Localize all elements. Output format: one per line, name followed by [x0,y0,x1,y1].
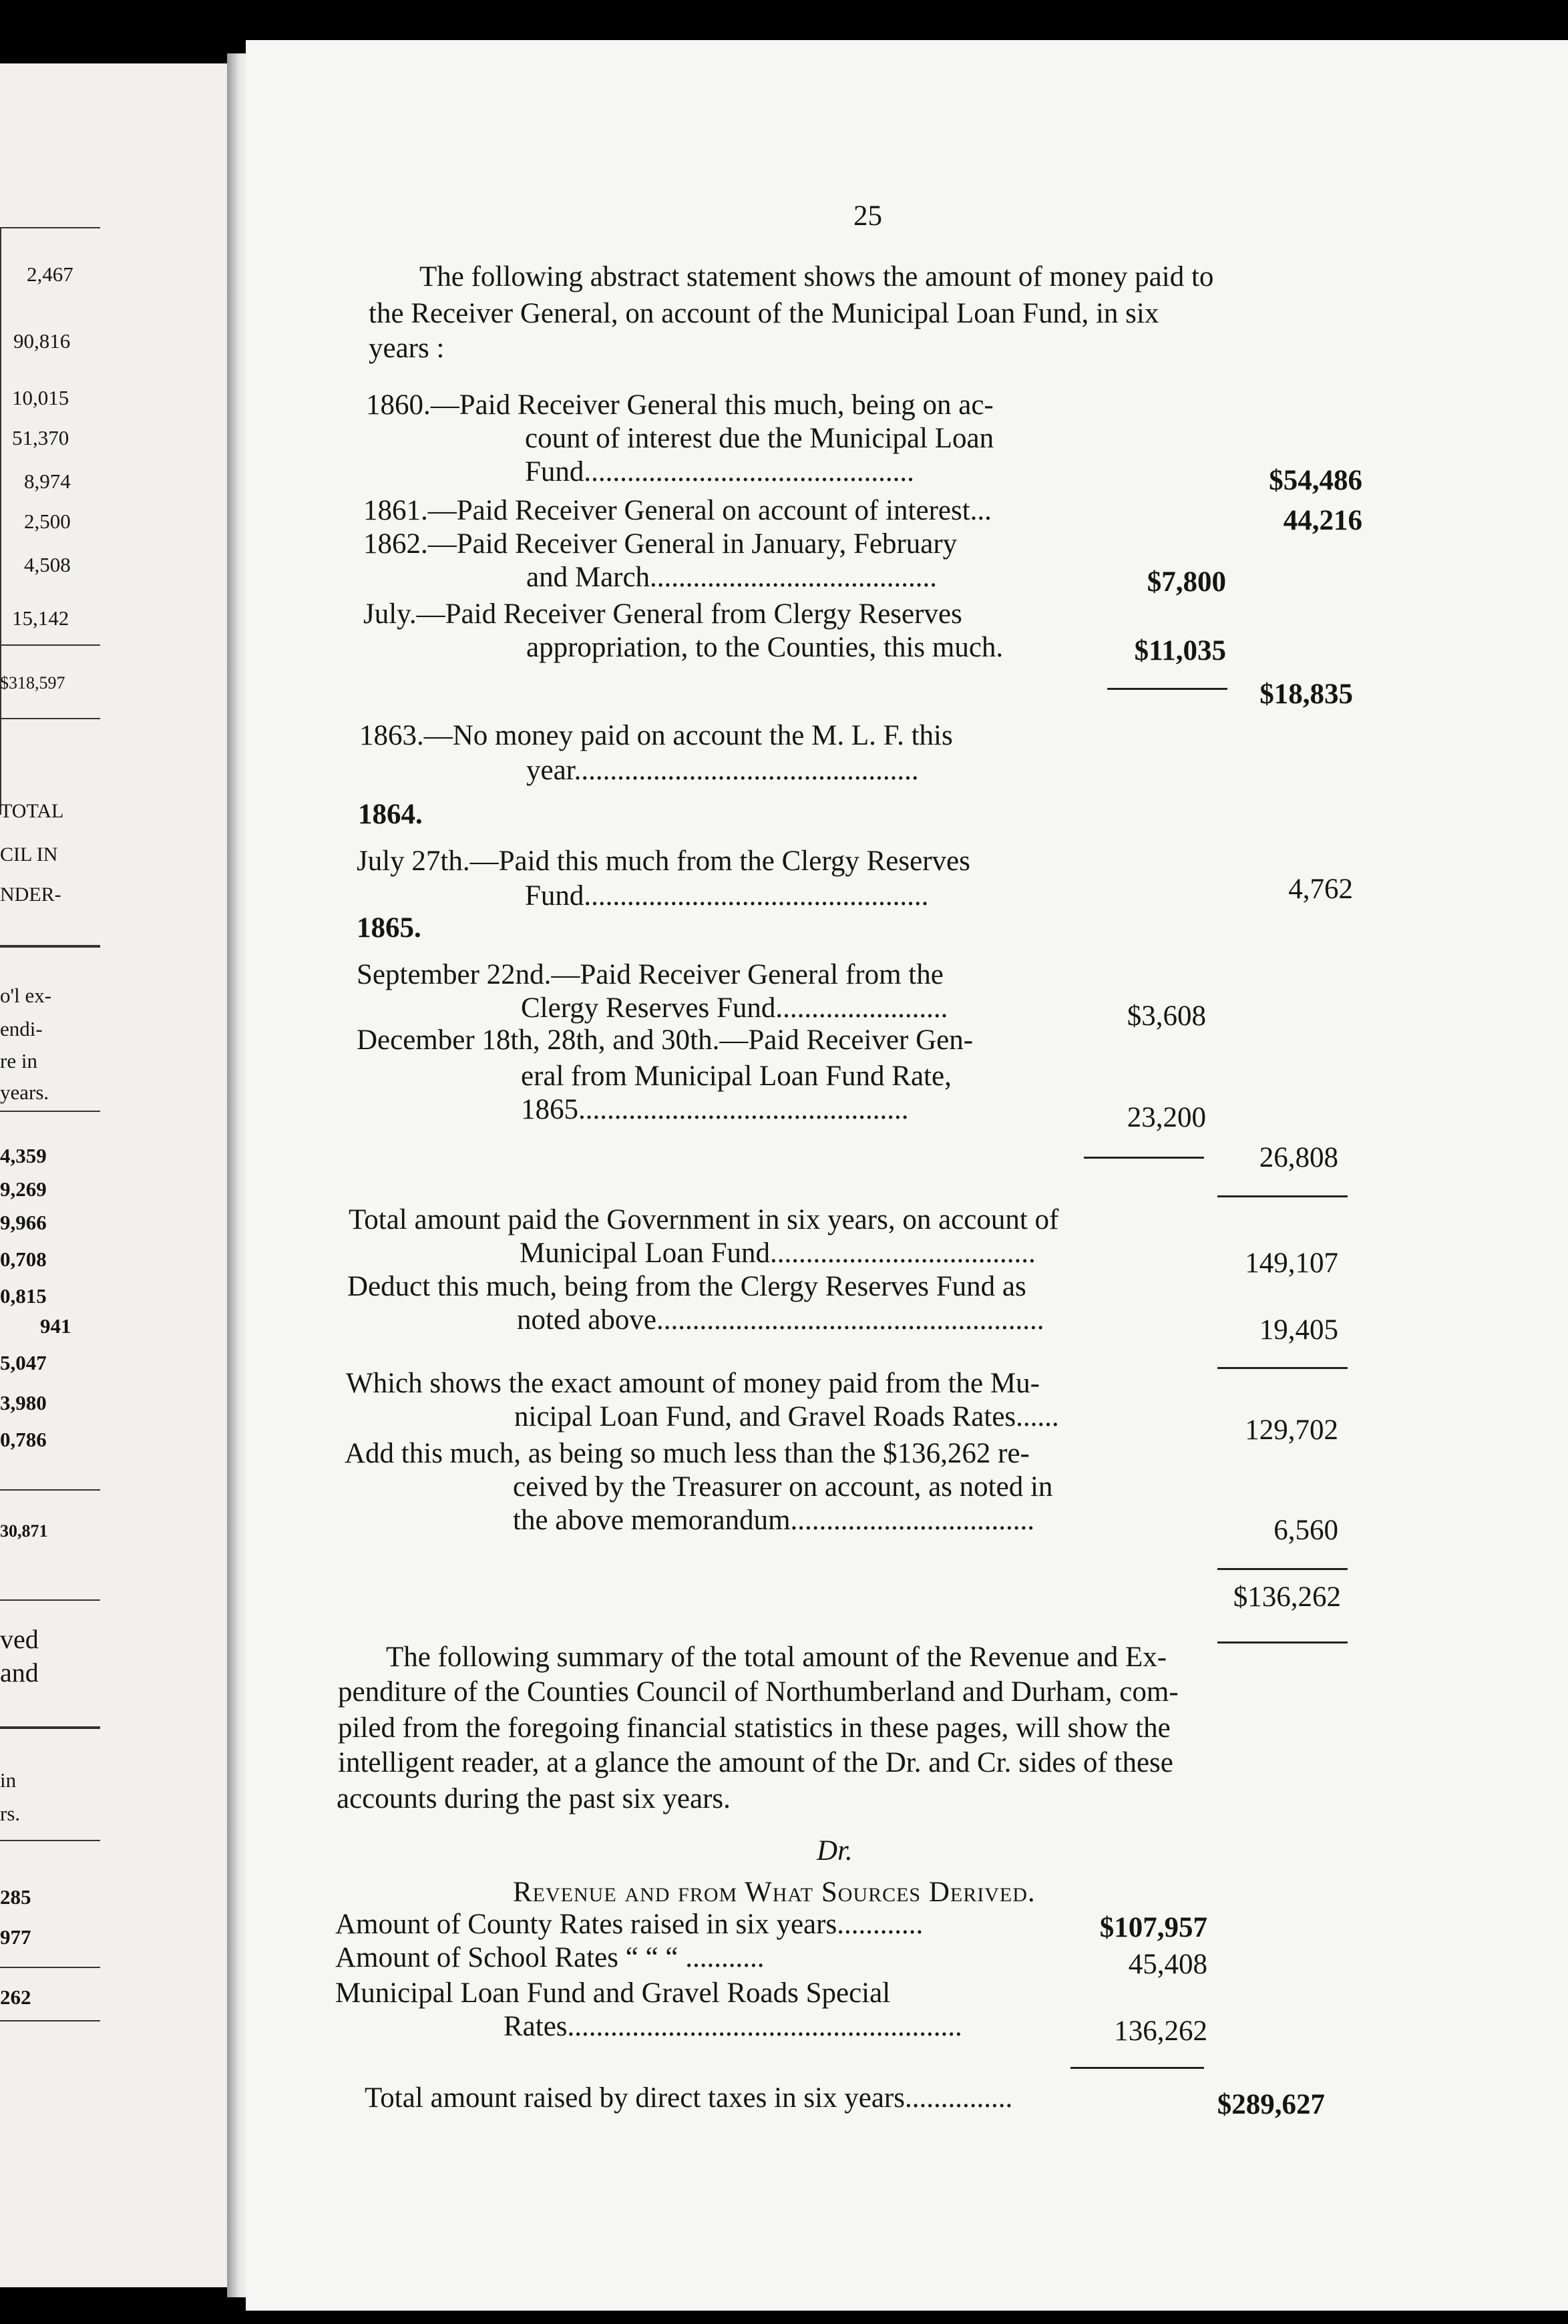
divider [0,1111,100,1112]
divider [0,227,100,228]
sum-rule [1217,1641,1348,1643]
left-number: 9,966 [0,1211,47,1234]
left-word: rs. [0,1802,21,1825]
add-label: ceived by the Treasurer on account, as noted in [513,1471,1053,1503]
year-1865: 1865. [357,912,421,944]
left-heading: CIL IN [0,843,58,865]
entry-december: December 18th, 28th, and 30th.—Paid Receiver Gen- [357,1024,974,1056]
entry-1863: year................................................ [526,755,919,786]
divider [0,1967,100,1968]
amount-1862-july: $11,035 [1134,635,1226,666]
revenue-amount: 45,408 [1128,1949,1207,1980]
left-col-head: o'l ex- [0,984,52,1007]
sum-rule [1217,1195,1348,1197]
left-number: $318,597 [0,673,65,693]
add-label: the above memorandum.................................. [513,1505,1035,1536]
left-word: in [0,1768,17,1792]
entry-1862: 1862.—Paid Receiver General in January, February [363,528,958,560]
revenue-heading: Revenue and from What Sources Derived. [513,1877,1036,1908]
left-number: 262 [0,1985,31,2009]
revenue-amount: $107,957 [1099,1912,1207,1943]
left-number: 15,142 [12,606,69,630]
sum-rule [1217,1367,1348,1369]
deduct-label: Deduct this much, being from the Clergy Reserves Fund as [347,1271,1026,1302]
summary-line: accounts during the past six years. [337,1783,731,1814]
left-col-head: years. [0,1081,49,1104]
intro-line: The following abstract statement shows the amount of money paid to [419,261,1214,293]
summary-line: piled from the foregoing financial statistics in these pages, will show the [338,1712,1171,1744]
page [246,40,1568,2311]
municipal-label: Municipal Loan Fund and Gravel Roads Special [335,1977,891,2009]
entry-july: appropriation, to the Counties, this much. [526,632,1004,663]
left-word: ved [0,1624,39,1654]
sum-rule [1070,2067,1204,2069]
left-number: 30,871 [0,1521,48,1541]
sum-rule [1107,688,1227,690]
left-number: 90,816 [13,329,71,353]
divider [0,718,100,719]
amount-1862-total: $18,835 [1259,679,1353,710]
which-amount: 129,702 [1245,1414,1338,1446]
year-1864: 1864. [358,799,423,830]
divider [0,644,100,646]
deduct-label: noted above...................................................... [517,1304,1044,1336]
left-number: 0,786 [0,1428,47,1451]
amount-1860: $54,486 [1269,465,1362,496]
left-heading: NDER- [0,884,61,906]
amount-1865-total: 26,808 [1259,1142,1338,1173]
intro-line: years : [369,333,445,364]
left-number: 51,370 [12,426,69,449]
left-word: and [0,1658,39,1688]
total-label: Total amount paid the Government in six years, on account of [349,1204,1059,1235]
municipal-label: Rates....................................................... [504,2011,962,2042]
left-number: 9,269 [0,1177,47,1201]
entry-1860: Fund.............................................. [525,456,914,488]
left-number: 0,815 [0,1284,47,1308]
left-number: 2,467 [27,262,73,286]
deduct-amount: 19,405 [1259,1314,1338,1346]
divider [0,1599,100,1601]
sum-rule [1217,1568,1348,1570]
add-amount: 6,560 [1273,1515,1338,1546]
municipal-amount: 136,262 [1114,2015,1207,2047]
entry-1863: 1863.—No money paid on account the M. L. F. this [359,720,953,751]
intro-line: the Receiver General, on account of the Municipal Loan Fund, in six [369,298,1159,329]
entry-december: 1865.............................................. [521,1094,909,1125]
direct-taxes-label: Total amount raised by direct taxes in six years............... [365,2082,1013,2114]
direct-taxes-amount: $289,627 [1217,2089,1325,2120]
amount-september: $3,608 [1127,1000,1206,1032]
left-col-head: endi- [0,1017,43,1040]
left-number: 8,974 [24,469,71,493]
divider [0,1840,100,1841]
dr-heading: Dr. [817,1835,853,1867]
page-number: 25 [853,200,882,232]
entry-1860: count of interest due the Municipal Loan [525,423,994,454]
left-page-fragment [0,63,227,2287]
left-number: 941 [40,1314,71,1338]
summary-line: The following summary of the total amount of the Revenue and Ex- [386,1641,1167,1673]
entry-1861: 1861.—Paid Receiver General on account of interest... [363,495,992,526]
revenue-label: Amount of County Rates raised in six years............ [335,1909,924,1940]
entry-july-27: Fund................................................ [525,880,929,912]
entry-july-27: July 27th.—Paid this much from the Clergy Reserves [357,845,970,877]
summary-line: intelligent reader, at a glance the amount of the Dr. and Cr. sides of these [338,1747,1173,1778]
divider [0,227,1,815]
revenue-label: Amount of School Rates “ “ “ ........... [335,1942,765,1973]
entry-1860: 1860.—Paid Receiver General this much, being on ac- [366,389,994,421]
amount-1864: 4,762 [1288,874,1353,905]
total-label: Municipal Loan Fund..................................... [520,1237,1036,1269]
grand-total: $136,262 [1233,1581,1341,1613]
left-number: 977 [0,1925,31,1949]
summary-line: penditure of the Counties Council of Northumberland and Durham, com- [338,1676,1179,1708]
left-col-head: re in [0,1049,37,1073]
left-number: 285 [0,1885,31,1909]
which-label: nicipal Loan Fund, and Gravel Roads Rates...... [514,1401,1059,1432]
divider [0,2020,100,2021]
divider [0,945,100,948]
divider [0,1726,100,1729]
entry-september: September 22nd.—Paid Receiver General from the [357,959,944,990]
sum-rule [1084,1157,1204,1159]
which-label: Which shows the exact amount of money paid from the Mu- [346,1368,1040,1399]
left-number: 3,980 [0,1391,47,1414]
entry-july: July.—Paid Receiver General from Clergy Reserves [363,598,962,630]
entry-december: eral from Municipal Loan Fund Rate, [521,1060,952,1092]
left-number: 5,047 [0,1351,47,1374]
entry-1862: and March........................................ [526,562,938,593]
left-number: 0,708 [0,1247,47,1271]
total-amount: 149,107 [1245,1247,1338,1279]
left-number: 4,508 [24,553,71,576]
left-number: 2,500 [24,510,71,533]
entry-september: Clergy Reserves Fund........................ [521,992,948,1024]
amount-december: 23,200 [1127,1102,1206,1133]
amount-1862-march: $7,800 [1147,566,1226,598]
left-number: 4,359 [0,1144,47,1167]
amount-1861: 44,216 [1283,505,1362,536]
left-number: 10,015 [12,386,69,409]
divider [0,1489,100,1491]
left-heading: TOTAL [0,800,64,822]
add-label: Add this much, as being so much less than the $136,262 re- [345,1438,1030,1469]
book-spine [227,53,247,2297]
